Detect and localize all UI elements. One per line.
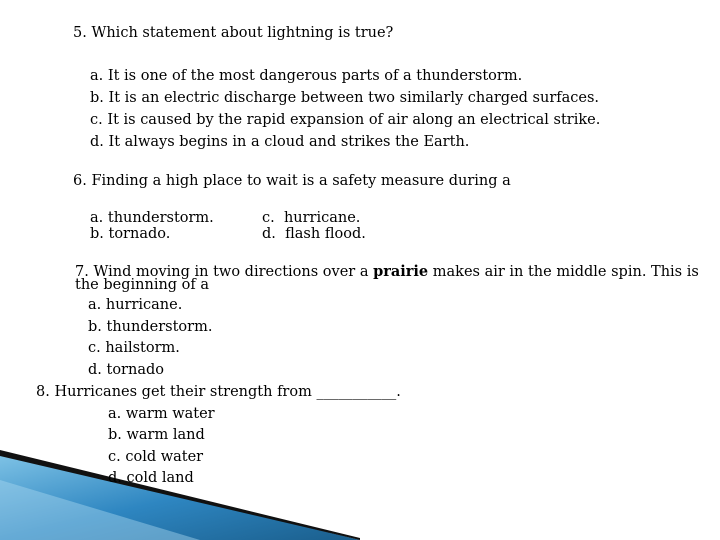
question-6: 6. Finding a high place to wait is a safety measure during a [73,173,511,189]
q6-option-d: d. flash flood. [262,226,366,242]
q6-option-a: a. thunderstorm. [90,210,214,226]
q6-option-b: b. tornado. [90,226,171,242]
q8-option-c: c. cold water [108,449,204,465]
q7-option-a: a. hurricane. [88,297,183,313]
q5-option-d: d. It always begins in a cloud and strikes the Earth. [90,134,470,150]
q7-option-c: c. hailstorm. [88,340,180,356]
q7-text-end: makes air in the middle spin. This is [428,264,699,280]
q5-option-a: a. It is one of the most dangerous parts of a thunderstorm. [90,68,523,84]
q7-keyword: prairie [373,263,429,280]
q5-option-c: c. It is caused by the rapid expansion of air along an electrical strike. [90,112,601,128]
q7-text-start: 7. Wind moving in two directions over a [75,264,374,280]
q6-option-c: c. hurricane. [262,210,361,226]
q5-option-b: b. It is an electric discharge between two similarly charged surfaces. [90,90,600,106]
q8-option-d: d. cold land [108,470,194,486]
question-5: 5. Which statement about lightning is true? [73,25,394,41]
q8-option-b: b. warm land [108,427,205,443]
question-7-line2: the beginning of a [75,277,210,293]
q7-option-b: b. thunderstorm. [88,319,213,335]
question-8: 8. Hurricanes get their strength from ___________. [36,384,401,400]
q7-option-d: d. tornado [88,362,164,378]
q8-option-a: a. warm water [108,406,215,422]
